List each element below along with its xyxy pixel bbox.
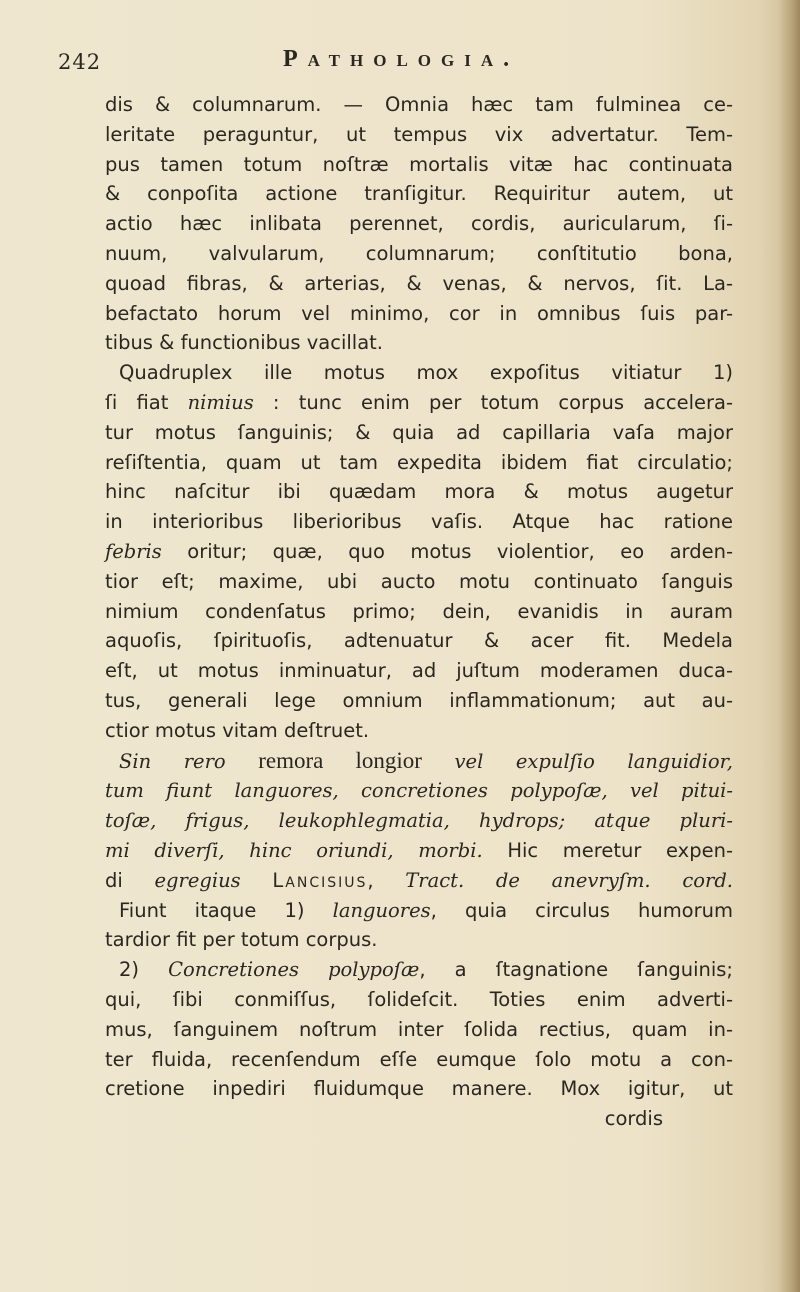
text-line: in interioribus liberioribus vaſis. Atque hac ratione [105, 510, 733, 534]
text-line: befactato horum vel minimo, cor in omnibus ſuis par- [105, 301, 733, 325]
body-text [105, 90, 733, 1134]
text-line: di egregius Lancisius, Tract. de anevryſm. cord. [105, 868, 734, 892]
text-line: actio hæc inlibata perennet, cordis, auricularum, ſi- [105, 212, 733, 236]
text-line: ter fluida, recenſendum eſſe eumque ſolo motu a con- [105, 1047, 733, 1071]
text-line: ctior motus vitam deſtruet. [105, 718, 370, 742]
paragraph-start-line: Quadruplex ille motus mox expoſitus vitiatur 1) [119, 361, 733, 385]
text-line: leritate peraguntur, ut tempus vix advertatur. Tem- [105, 122, 733, 146]
text-line: mus, ſanguinem noſtrum inter ſolida rectius, quam in- [105, 1017, 733, 1041]
text-line: tardior fit per totum corpus. [105, 928, 378, 952]
text-line: nimium condenſatus primo; dein, evanidis in auram [105, 599, 733, 623]
text-line: toſæ, frigus, leukophlegmatia, hydrops; atque pluri- [105, 809, 733, 833]
paragraph-start-line: Fiunt itaque 1) languores, quia circulus humorum [119, 898, 733, 922]
text-line: ſi fiat nimius : tunc enim per totum corpus accelera- [105, 390, 734, 414]
page-number: 242 [58, 50, 102, 74]
text-line: tibus & functionibus vacillat. [105, 331, 383, 355]
text-line: qui, ſibi conmiſſus, ſolideſcit. Toties enim adverti- [105, 987, 733, 1011]
text-line: pus tamen totum noſtræ mortalis vitæ hac continuata [105, 152, 733, 176]
text-line: tur motus ſanguinis; & quia ad capillaria vaſa major [105, 420, 733, 444]
text-line: febris oritur; quæ, quo motus violentior, eo arden- [105, 539, 733, 563]
running-head: Pathologia. [283, 46, 520, 72]
text-line: nuum, valvularum, columnarum; conſtitutio bona, [105, 241, 733, 265]
text-line: mi diverſi, hinc oriundi, morbi. Hic meretur expen- [105, 838, 733, 862]
text-line: tum fiunt languores, concretiones polypoſæ, vel pitui- [105, 779, 733, 803]
text-line: cretione inpediri fluidumque manere. Mox igitur, ut [105, 1077, 733, 1101]
text-line: tus, generali lege omnium inflammationum; aut au- [105, 688, 733, 712]
text-line: hinc naſcitur ibi quædam mora & motus augetur [105, 480, 733, 504]
text-line: eſt, ut motus inminuatur, ad juſtum moderamen duca- [105, 659, 733, 683]
text-line: dis & columnarum. — Omnia hæc tam fulminea ce- [105, 93, 733, 116]
text-line: tior eſt; maxime, ubi aucto motu continuato ſanguis [105, 569, 733, 593]
paragraph-start-line: 2) Concretiones polypoſæ, a ſtagnatione ſanguinis; [119, 958, 733, 982]
page-header [58, 42, 698, 78]
text-line: aquoſis, ſpirituoſis, adtenuatur & acer fit. Medela [105, 629, 733, 653]
text-line: reſiſtentia, quam ut tam expedita ibidem fiat circulatio; [105, 450, 733, 474]
catchword: cordis [604, 1107, 663, 1131]
page-edge-shadow [778, 0, 800, 1292]
paragraph-start-line: Sin rero remora longior vel expulſio languidior, [119, 747, 733, 773]
text-line: quoad fibras, & arterias, & venas, & nervos, ſit. La- [105, 271, 733, 295]
text-line: & conpoſita actione tranſigitur. Requiritur autem, ut [105, 182, 733, 206]
